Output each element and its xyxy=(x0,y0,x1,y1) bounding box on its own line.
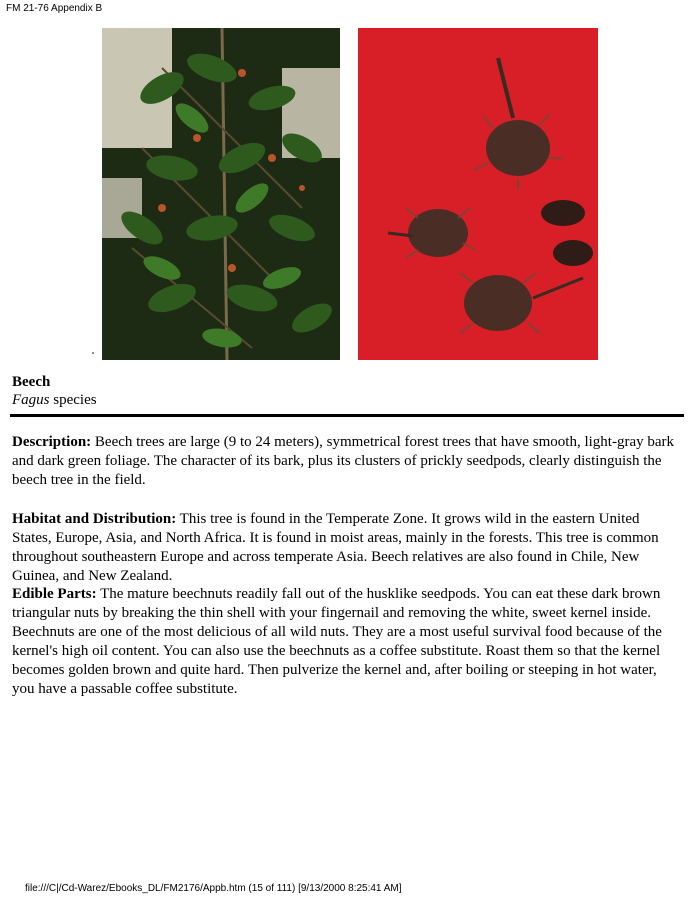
habitat-section xyxy=(12,510,682,586)
plant-common-name: Beech xyxy=(12,374,51,390)
plant-genus: Fagus xyxy=(12,392,50,408)
beech-leaves-illustration xyxy=(102,28,340,360)
edible-parts-section xyxy=(12,585,682,699)
plant-species-suffix: species xyxy=(49,392,97,408)
habitat-label: Habitat and Distribution: xyxy=(12,511,177,527)
page-footer: file:///C|/Cd-Warez/Ebooks_DL/FM2176/Appb.htm (15 of 111) [9/13/2000 8:25:41 AM] xyxy=(25,883,402,894)
edible-parts-text: The mature beechnuts readily fall out of the husklike seedpods. You can eat these dark brown triangular nuts by breaking the thin shell with your fingernail and removing the white, sweet kernel inside. Beechnuts are one of the most delicious of all wild nuts. They are a most useful survival food because of the kernel's high oil content. You can also use the beechnuts as a coffee substitute. Roast them so that the kernel becomes golden brown and quite hard. Then pulverize the kernel and, after boiling or steeping in hot water, you have a passable coffee substitute. xyxy=(12,586,662,697)
plant-scientific-name xyxy=(12,392,97,409)
beech-seedpods-illustration xyxy=(358,28,598,360)
habitat-text: This tree is found in the Temperate Zone. It grows wild in the eastern United States, Europe, Asia, and North Africa. It is found in moist areas, mainly in the forests. This tree is common throughout southeastern Europe and across temperate Asia. Beech relatives are also found in Chile, New Guinea, and New Zealand. xyxy=(12,511,659,584)
description-text: Beech trees are large (9 to 24 meters), symmetrical forest trees that have smooth, light-gray bark and dark green foliage. The character of its bark, plus its clusters of prickly seedpods, clearly distinguish the beech tree in the field. xyxy=(12,434,675,488)
page-header: FM 21-76 Appendix B xyxy=(6,3,103,14)
edible-parts-label: Edible Parts: xyxy=(12,586,97,602)
stray-mark xyxy=(92,352,94,354)
beech-seedpods-photo xyxy=(358,28,598,360)
description-label: Description: xyxy=(12,434,92,450)
section-divider xyxy=(10,414,684,417)
description-section xyxy=(12,433,682,490)
beech-leaves-photo xyxy=(102,28,340,360)
